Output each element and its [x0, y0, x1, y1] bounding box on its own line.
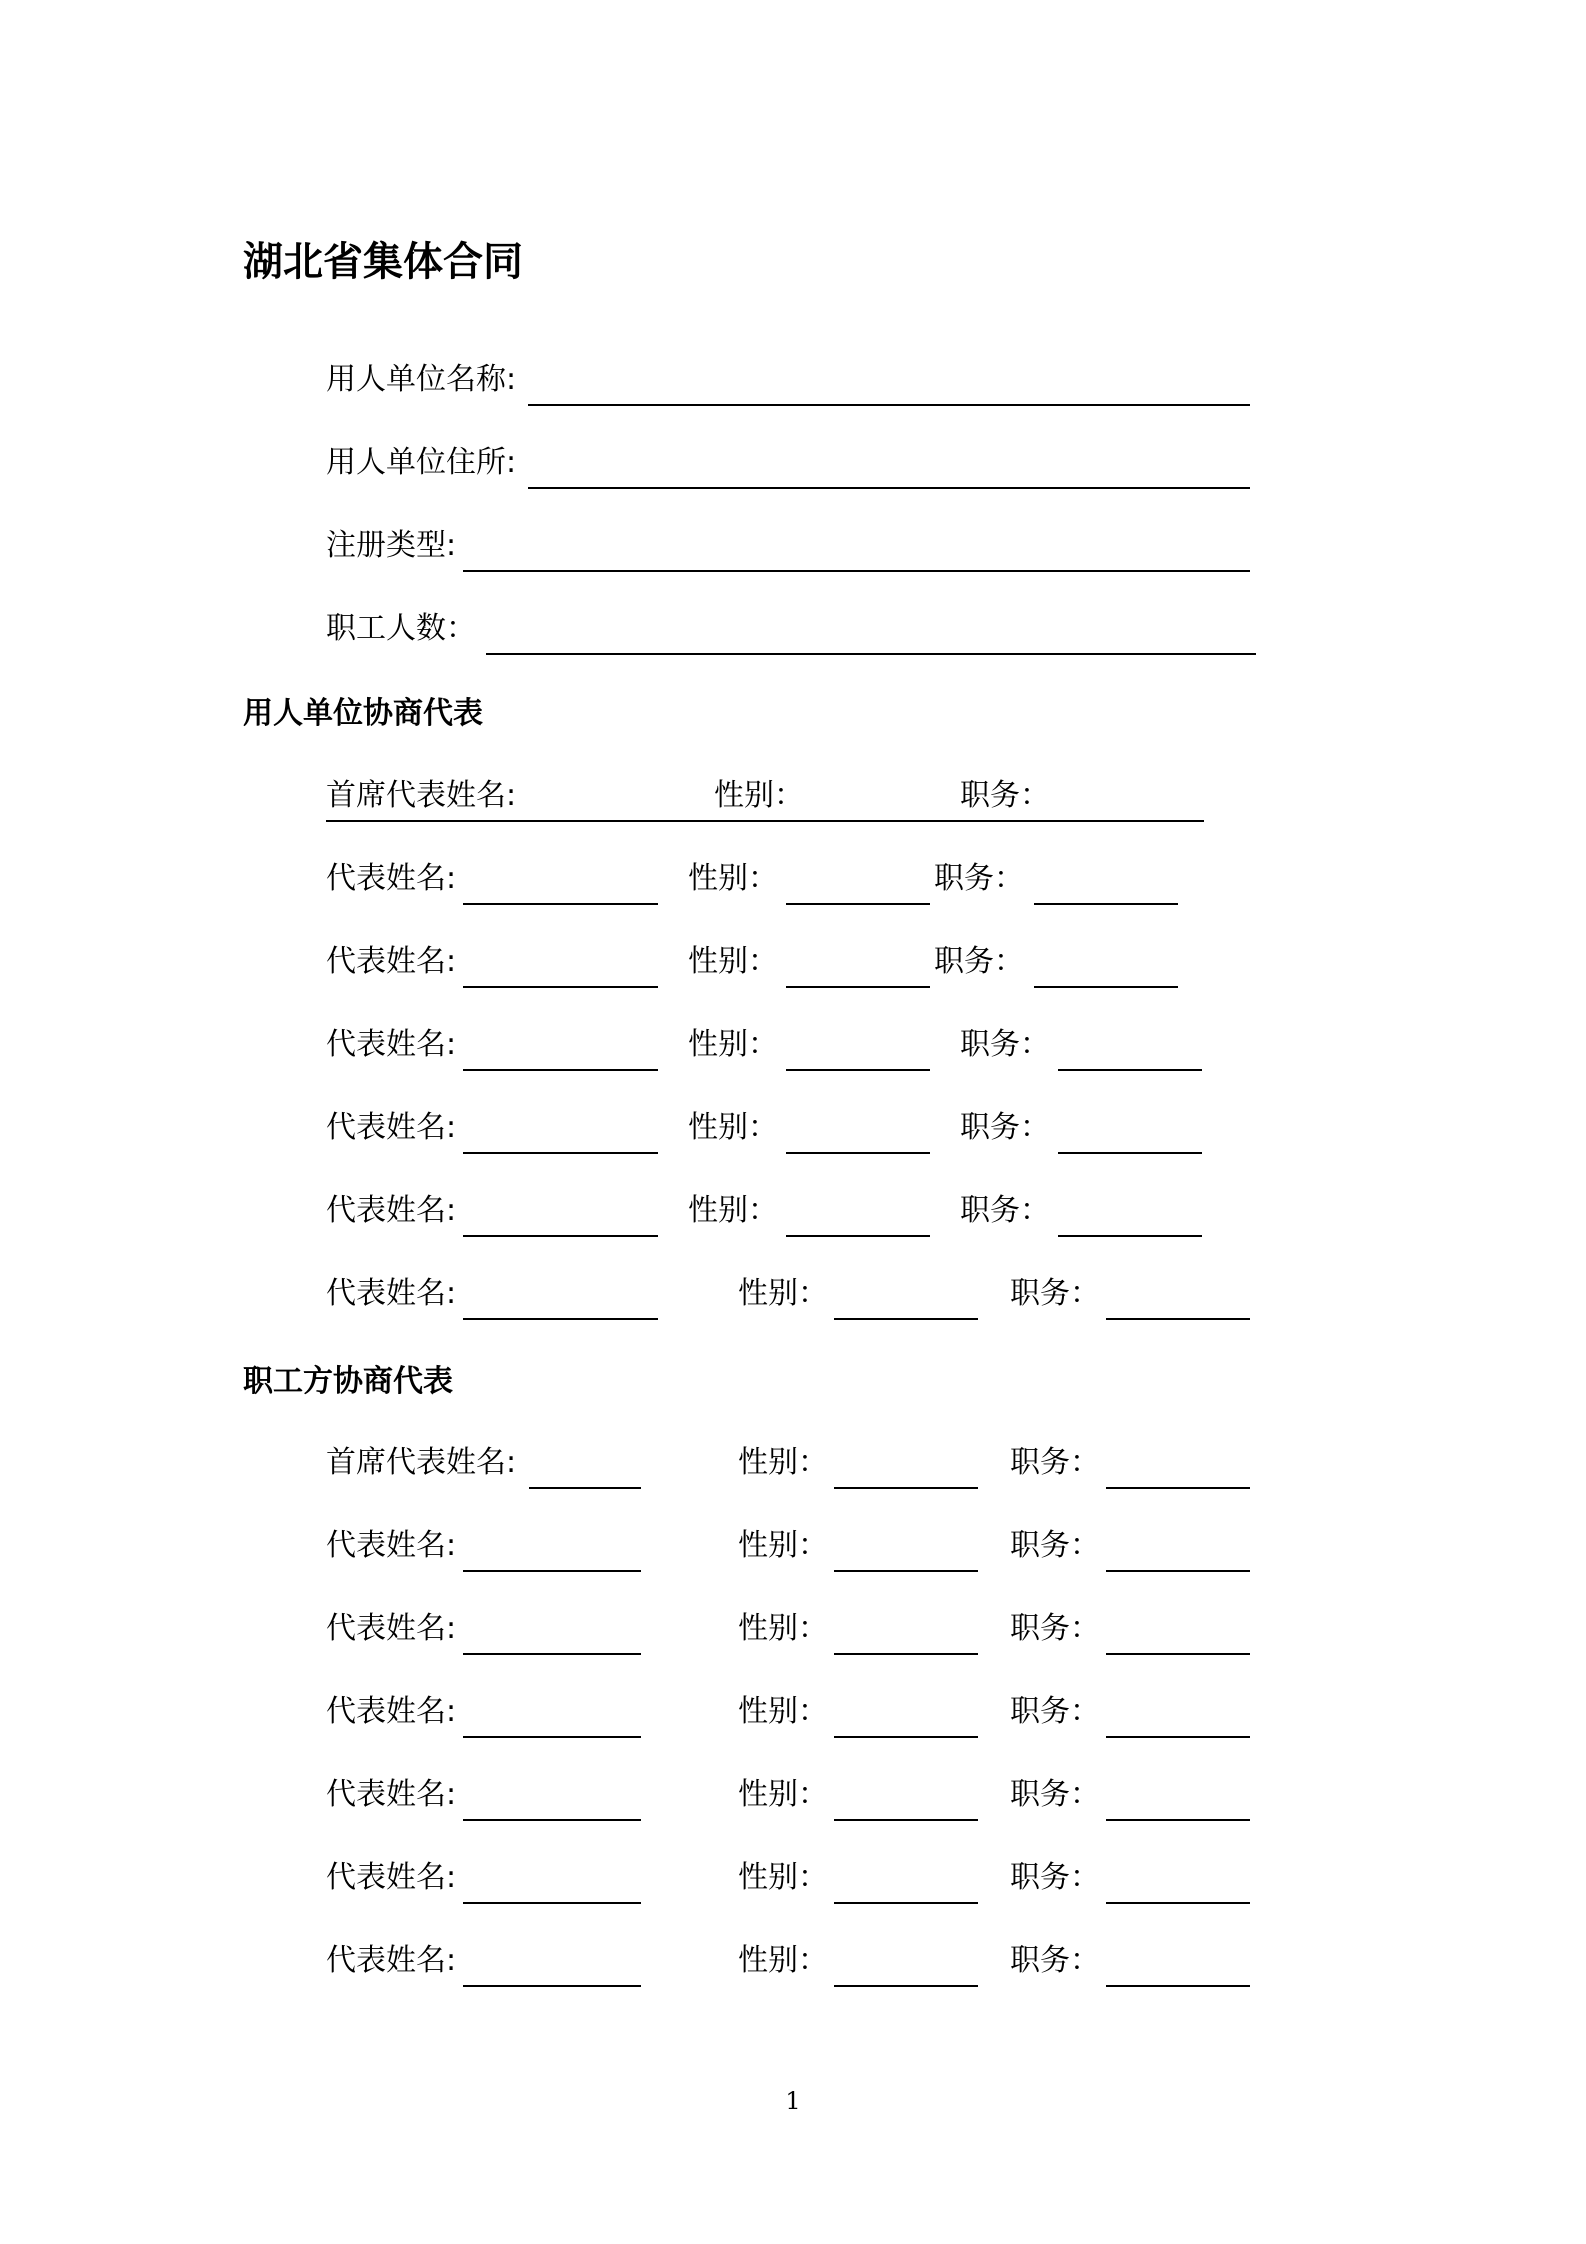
employee-rep-gender-label: 性别：: [738, 1528, 828, 1563]
employee-rep-position-label: 职务：: [1010, 1943, 1100, 1978]
employer-rep-name-label: 代表姓名:: [326, 1276, 457, 1311]
employer-rep-gender-field[interactable]: [786, 1069, 930, 1071]
employee-rep-name-field[interactable]: [463, 1985, 641, 1987]
employer-rep-name-field[interactable]: [463, 903, 658, 905]
unit-name-field[interactable]: [528, 404, 1250, 406]
employer-rep-position-label: 职务：: [934, 944, 1024, 979]
employee-rep-gender-field[interactable]: [834, 1819, 978, 1821]
employer-rep-gender-field[interactable]: [786, 986, 930, 988]
employer-rep-name-field[interactable]: [463, 1069, 658, 1071]
employee-rep-name-label: 代表姓名:: [326, 1611, 457, 1646]
employee-rep-gender-label: 性别：: [738, 1777, 828, 1812]
employee-rep-position-label: 职务：: [1010, 1860, 1100, 1895]
employer-rep-gender-label: 性别：: [738, 1276, 828, 1311]
unit-name-label: 用人单位名称:: [326, 362, 517, 397]
employee-rep-name-field[interactable]: [463, 1902, 641, 1904]
employee-rep-gender-label: 性别：: [738, 1860, 828, 1895]
employer-rep-gender-field[interactable]: [786, 1152, 930, 1154]
employer-rep-gender-label: 性别：: [688, 1110, 778, 1145]
employee-chief-gender-label: 性别：: [738, 1445, 828, 1480]
employee-reps-heading: 职工方协商代表: [243, 1364, 453, 1399]
employer-chief-gender-label: 性别：: [714, 778, 804, 813]
employee-rep-gender-label: 性别：: [738, 1943, 828, 1978]
employer-chief-row-line[interactable]: [326, 820, 1204, 822]
employee-rep-position-label: 职务：: [1010, 1694, 1100, 1729]
employee-rep-gender-label: 性别：: [738, 1611, 828, 1646]
employee-chief-position-label: 职务：: [1010, 1445, 1100, 1480]
employer-rep-gender-label: 性别：: [688, 1027, 778, 1062]
employer-rep-position-field[interactable]: [1058, 1069, 1202, 1071]
employee-rep-gender-field[interactable]: [834, 1653, 978, 1655]
employee-rep-gender-label: 性别：: [738, 1694, 828, 1729]
employee-rep-name-field[interactable]: [463, 1819, 641, 1821]
employer-rep-position-field[interactable]: [1034, 903, 1178, 905]
employee-rep-gender-field[interactable]: [834, 1736, 978, 1738]
employee-rep-name-label: 代表姓名:: [326, 1694, 457, 1729]
employer-rep-name-label: 代表姓名:: [326, 861, 457, 896]
employee-rep-position-label: 职务：: [1010, 1611, 1100, 1646]
employee-rep-name-label: 代表姓名:: [326, 1943, 457, 1978]
unit-address-label: 用人单位住所:: [326, 445, 517, 480]
employer-rep-position-field[interactable]: [1058, 1235, 1202, 1237]
employee-rep-position-field[interactable]: [1106, 1985, 1250, 1987]
employee-rep-position-label: 职务：: [1010, 1528, 1100, 1563]
unit-address-field[interactable]: [528, 487, 1250, 489]
employer-rep-name-label: 代表姓名:: [326, 1027, 457, 1062]
employer-reps-heading: 用人单位协商代表: [243, 696, 483, 731]
employer-rep-name-label: 代表姓名:: [326, 944, 457, 979]
employee-rep-gender-field[interactable]: [834, 1570, 978, 1572]
employer-rep-position-field[interactable]: [1106, 1318, 1250, 1320]
employee-rep-name-field[interactable]: [463, 1653, 641, 1655]
employee-rep-position-field[interactable]: [1106, 1902, 1250, 1904]
employer-rep-gender-label: 性别：: [688, 1193, 778, 1228]
employer-rep-position-label: 职务：: [960, 1193, 1050, 1228]
employer-rep-position-label: 职务：: [934, 861, 1024, 896]
employee-count-label: 职工人数：: [326, 611, 476, 646]
employee-rep-name-label: 代表姓名:: [326, 1777, 457, 1812]
employee-chief-position-field[interactable]: [1106, 1487, 1250, 1489]
registration-type-label: 注册类型:: [326, 528, 457, 563]
employee-rep-position-field[interactable]: [1106, 1653, 1250, 1655]
employer-chief-name-label: 首席代表姓名:: [326, 778, 517, 813]
employee-rep-gender-field[interactable]: [834, 1902, 978, 1904]
employee-rep-name-label: 代表姓名:: [326, 1528, 457, 1563]
page-number: 1: [785, 2087, 801, 2115]
employer-rep-gender-label: 性别：: [688, 861, 778, 896]
document-title: 湖北省集体合同: [243, 239, 523, 285]
employee-chief-name-label: 首席代表姓名:: [326, 1445, 517, 1480]
employer-rep-position-label: 职务：: [1010, 1276, 1100, 1311]
employee-rep-position-field[interactable]: [1106, 1736, 1250, 1738]
employer-rep-name-field[interactable]: [463, 1318, 658, 1320]
employee-rep-position-field[interactable]: [1106, 1570, 1250, 1572]
employer-rep-position-field[interactable]: [1058, 1152, 1202, 1154]
employee-rep-gender-field[interactable]: [834, 1985, 978, 1987]
employer-rep-name-label: 代表姓名:: [326, 1110, 457, 1145]
employee-rep-name-field[interactable]: [463, 1570, 641, 1572]
employee-chief-name-field[interactable]: [529, 1487, 641, 1489]
employer-chief-position-label: 职务：: [960, 778, 1050, 813]
employer-rep-gender-label: 性别：: [688, 944, 778, 979]
employee-rep-position-field[interactable]: [1106, 1819, 1250, 1821]
employer-rep-position-label: 职务：: [960, 1027, 1050, 1062]
employer-rep-position-label: 职务：: [960, 1110, 1050, 1145]
registration-type-field[interactable]: [463, 570, 1250, 572]
employer-rep-name-field[interactable]: [463, 1235, 658, 1237]
employer-rep-name-field[interactable]: [463, 1152, 658, 1154]
employee-count-field[interactable]: [486, 653, 1256, 655]
employer-rep-gender-field[interactable]: [786, 903, 930, 905]
employee-rep-position-label: 职务：: [1010, 1777, 1100, 1812]
employer-rep-name-field[interactable]: [463, 986, 658, 988]
employee-rep-name-field[interactable]: [463, 1736, 641, 1738]
employee-chief-gender-field[interactable]: [834, 1487, 978, 1489]
employer-rep-gender-field[interactable]: [786, 1235, 930, 1237]
employee-rep-name-label: 代表姓名:: [326, 1860, 457, 1895]
employer-rep-name-label: 代表姓名:: [326, 1193, 457, 1228]
employer-rep-gender-field[interactable]: [834, 1318, 978, 1320]
employer-rep-position-field[interactable]: [1034, 986, 1178, 988]
